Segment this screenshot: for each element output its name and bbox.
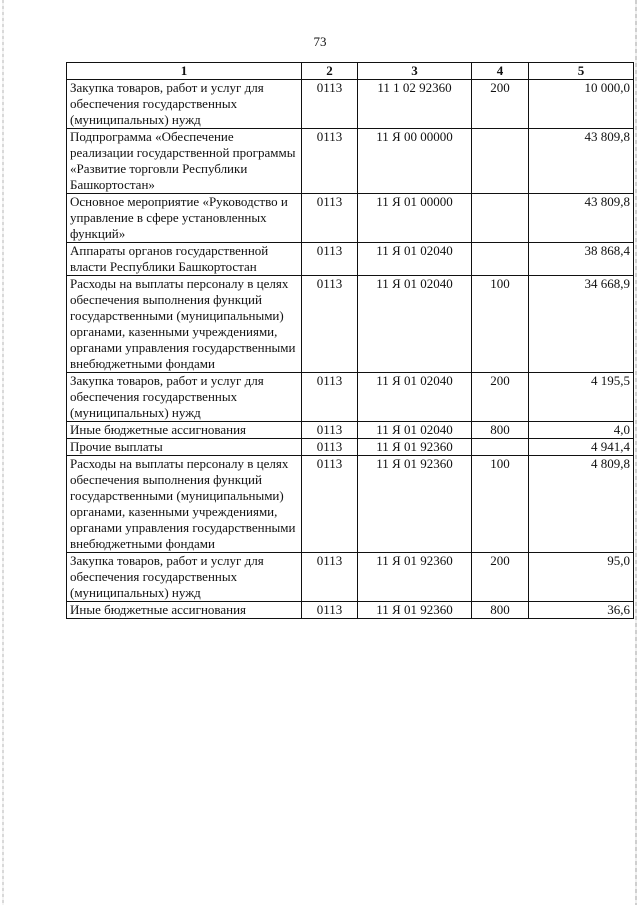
row-section-cell: 0113 — [302, 194, 358, 243]
row-type-cell: 100 — [472, 456, 529, 553]
table-row — [67, 439, 634, 456]
column-header: 3 — [358, 63, 472, 80]
table-row — [67, 602, 634, 619]
row-amount-cell: 4 195,5 — [529, 373, 634, 422]
row-amount-cell: 4 941,4 — [529, 439, 634, 456]
table-row — [67, 553, 634, 602]
column-header: 2 — [302, 63, 358, 80]
column-header: 1 — [67, 63, 302, 80]
row-type-cell: 800 — [472, 422, 529, 439]
row-code-cell: 11 Я 01 00000 — [358, 194, 472, 243]
row-code-cell: 11 Я 01 02040 — [358, 243, 472, 276]
row-name-cell: Закупка товаров, работ и услуг для обеспечения государственных (муниципальных) нужд — [67, 80, 302, 129]
row-type-cell: 100 — [472, 276, 529, 373]
row-section-cell: 0113 — [302, 276, 358, 373]
row-amount-cell: 34 668,9 — [529, 276, 634, 373]
table-row — [67, 456, 634, 553]
scan-edge-right — [635, 0, 637, 905]
row-name-cell: Закупка товаров, работ и услуг для обеспечения государственных (муниципальных) нужд — [67, 373, 302, 422]
row-type-cell — [472, 194, 529, 243]
table-header-row — [67, 63, 634, 80]
row-type-cell: 200 — [472, 373, 529, 422]
table-row — [67, 276, 634, 373]
row-section-cell: 0113 — [302, 422, 358, 439]
row-code-cell: 11 Я 01 02040 — [358, 276, 472, 373]
row-type-cell: 200 — [472, 553, 529, 602]
row-section-cell: 0113 — [302, 439, 358, 456]
row-code-cell: 11 1 02 92360 — [358, 80, 472, 129]
row-name-cell: Расходы на выплаты персоналу в целях обеспечения выполнения функций государственными (муниципальными) органами, казенными учреждениями, органами управления государственными внебюджетными фондами — [67, 456, 302, 553]
budget-table — [66, 62, 634, 619]
table-row — [67, 243, 634, 276]
table-row — [67, 194, 634, 243]
row-amount-cell: 4,0 — [529, 422, 634, 439]
row-name-cell: Иные бюджетные ассигнования — [67, 422, 302, 439]
row-amount-cell: 10 000,0 — [529, 80, 634, 129]
row-section-cell: 0113 — [302, 129, 358, 194]
row-type-cell: 800 — [472, 602, 529, 619]
row-code-cell: 11 Я 01 92360 — [358, 456, 472, 553]
row-type-cell — [472, 243, 529, 276]
row-amount-cell: 95,0 — [529, 553, 634, 602]
page-number: 73 — [313, 34, 327, 49]
row-name-cell: Прочие выплаты — [67, 439, 302, 456]
row-amount-cell: 43 809,8 — [529, 129, 634, 194]
row-section-cell: 0113 — [302, 602, 358, 619]
row-type-cell: 200 — [472, 80, 529, 129]
table-row — [67, 373, 634, 422]
column-header: 5 — [529, 63, 634, 80]
table-row — [67, 422, 634, 439]
row-section-cell: 0113 — [302, 373, 358, 422]
row-name-cell: Закупка товаров, работ и услуг для обеспечения государственных (муниципальных) нужд — [67, 553, 302, 602]
row-type-cell — [472, 129, 529, 194]
row-code-cell: 11 Я 01 92360 — [358, 602, 472, 619]
table-row — [67, 80, 634, 129]
column-header: 4 — [472, 63, 529, 80]
row-section-cell: 0113 — [302, 456, 358, 553]
row-amount-cell: 43 809,8 — [529, 194, 634, 243]
row-amount-cell: 38 868,4 — [529, 243, 634, 276]
row-code-cell: 11 Я 00 00000 — [358, 129, 472, 194]
row-name-cell: Иные бюджетные ассигнования — [67, 602, 302, 619]
row-code-cell: 11 Я 01 02040 — [358, 373, 472, 422]
row-section-cell: 0113 — [302, 243, 358, 276]
row-code-cell: 11 Я 01 02040 — [358, 422, 472, 439]
row-name-cell: Подпрограмма «Обеспечение реализации государственной программы «Развитие торговли Республики Башкортостан» — [67, 129, 302, 194]
row-amount-cell: 4 809,8 — [529, 456, 634, 553]
table-row — [67, 129, 634, 194]
row-name-cell: Основное мероприятие «Руководство и управление в сфере установленных функций» — [67, 194, 302, 243]
scan-edge-left — [2, 0, 4, 905]
row-section-cell: 0113 — [302, 553, 358, 602]
row-code-cell: 11 Я 01 92360 — [358, 439, 472, 456]
row-type-cell — [472, 439, 529, 456]
row-section-cell: 0113 — [302, 80, 358, 129]
row-amount-cell: 36,6 — [529, 602, 634, 619]
row-name-cell: Расходы на выплаты персоналу в целях обеспечения выполнения функций государственными (муниципальными) органами, казенными учреждениями, органами управления государственными внебюджетными фондами — [67, 276, 302, 373]
row-name-cell: Аппараты органов государственной власти Республики Башкортостан — [67, 243, 302, 276]
row-code-cell: 11 Я 01 92360 — [358, 553, 472, 602]
